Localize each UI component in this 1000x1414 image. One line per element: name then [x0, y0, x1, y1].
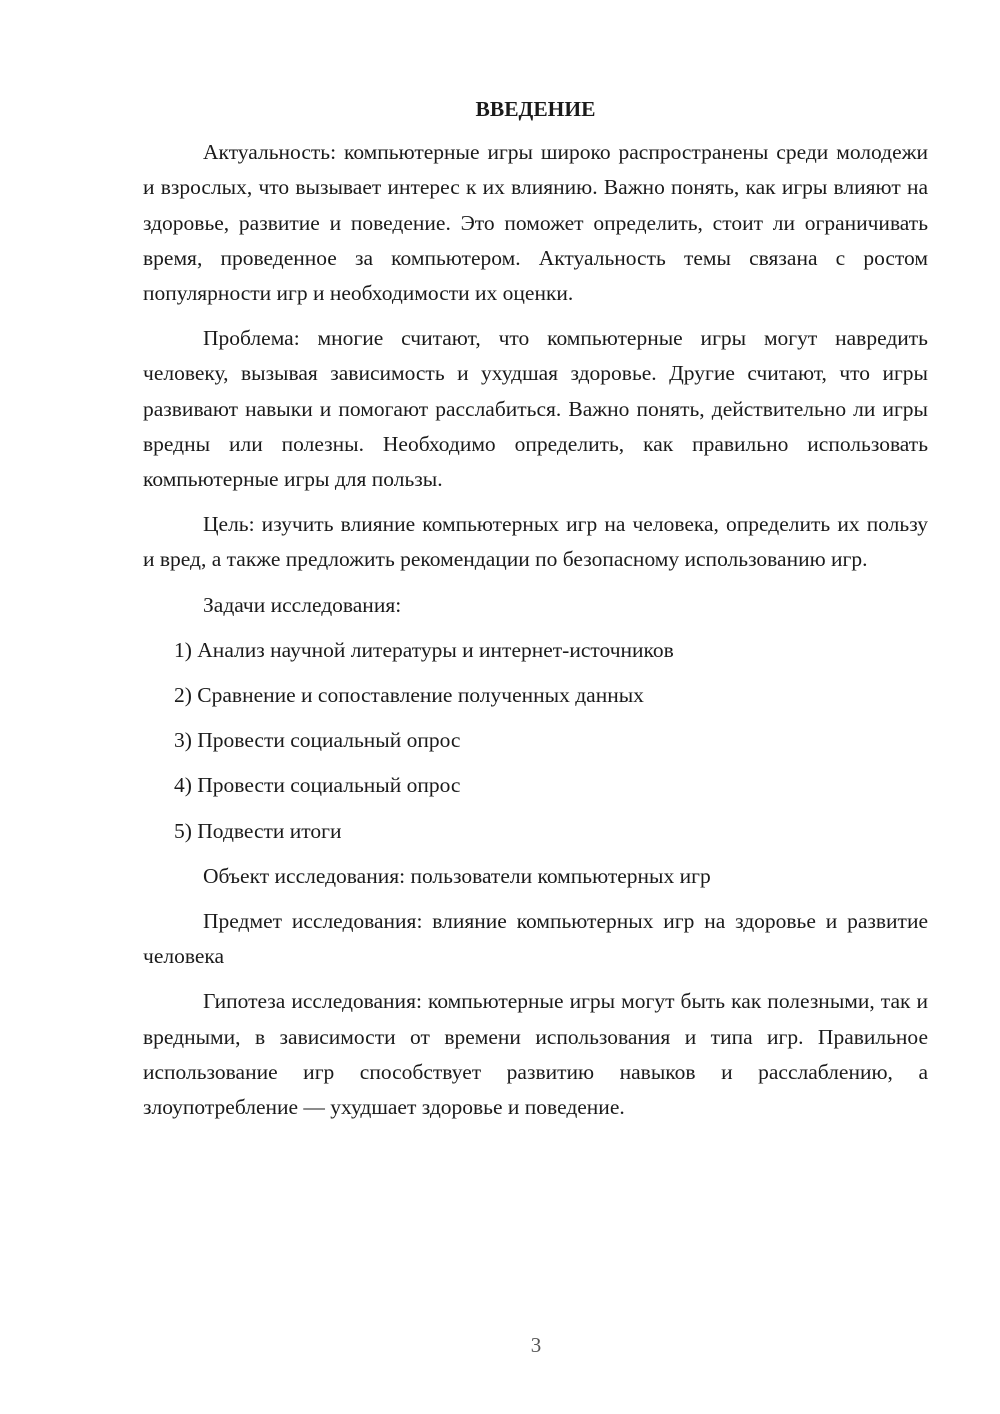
page-number: 3 — [530, 1333, 542, 1357]
object-paragraph: Объект исследования: пользователи компьютерных игр — [203, 863, 711, 888]
page-title: ВВЕДЕНИЕ — [475, 97, 596, 121]
goal-paragraph: Цель: изучить влияние компьютерных игр на человека, определить их пользу и вред, а также предложить рекомендации по безопасному использованию игр. — [143, 512, 928, 572]
task-item-4: 4) Провести социальный опрос — [174, 773, 461, 798]
task-item-3: 3) Провести социальный опрос — [174, 728, 461, 753]
subject-paragraph: Предмет исследования: влияние компьютерных игр на здоровье и развитие человека — [143, 909, 928, 969]
task-item-1: 1) Анализ научной литературы и интернет-источников — [174, 637, 674, 662]
task-item-2: 2) Сравнение и сопоставление полученных данных — [174, 683, 644, 708]
document-page — [143, 92, 928, 1135]
hypothesis-paragraph: Гипотеза исследования: компьютерные игры могут быть как полезными, так и вредными, в зависимости от времени использования и типа игр. Правильное использование игр способствует развитию навыков и расслаблению, а злоупотребление — ухудшает здоровье и поведение. — [143, 989, 928, 1120]
problem-paragraph: Проблема: многие считают, что компьютерные игры могут навредить человеку, вызывая зависимость и ухудшая здоровье. Другие считают, что игры развивают навыки и помогают расслабиться. Важно понять, действительно ли игры вредны или полезны. Необходимо определить, как правильно использовать компьютерные игры для пользы. — [143, 326, 928, 492]
tasks-heading: Задачи исследования: — [203, 592, 402, 617]
relevance-paragraph: Актуальность: компьютерные игры широко распространены среди молодежи и взрослых, что вызывает интерес к их влиянию. Важно понять, как игры влияют на здоровье, развитие и поведение. Это поможет определить, стоит ли ограничивать время, проведенное за компьютером. Актуальность темы связана с ростом популярности игр и необходимости их оценки. — [143, 140, 928, 306]
task-item-5: 5) Подвести итоги — [174, 818, 342, 843]
